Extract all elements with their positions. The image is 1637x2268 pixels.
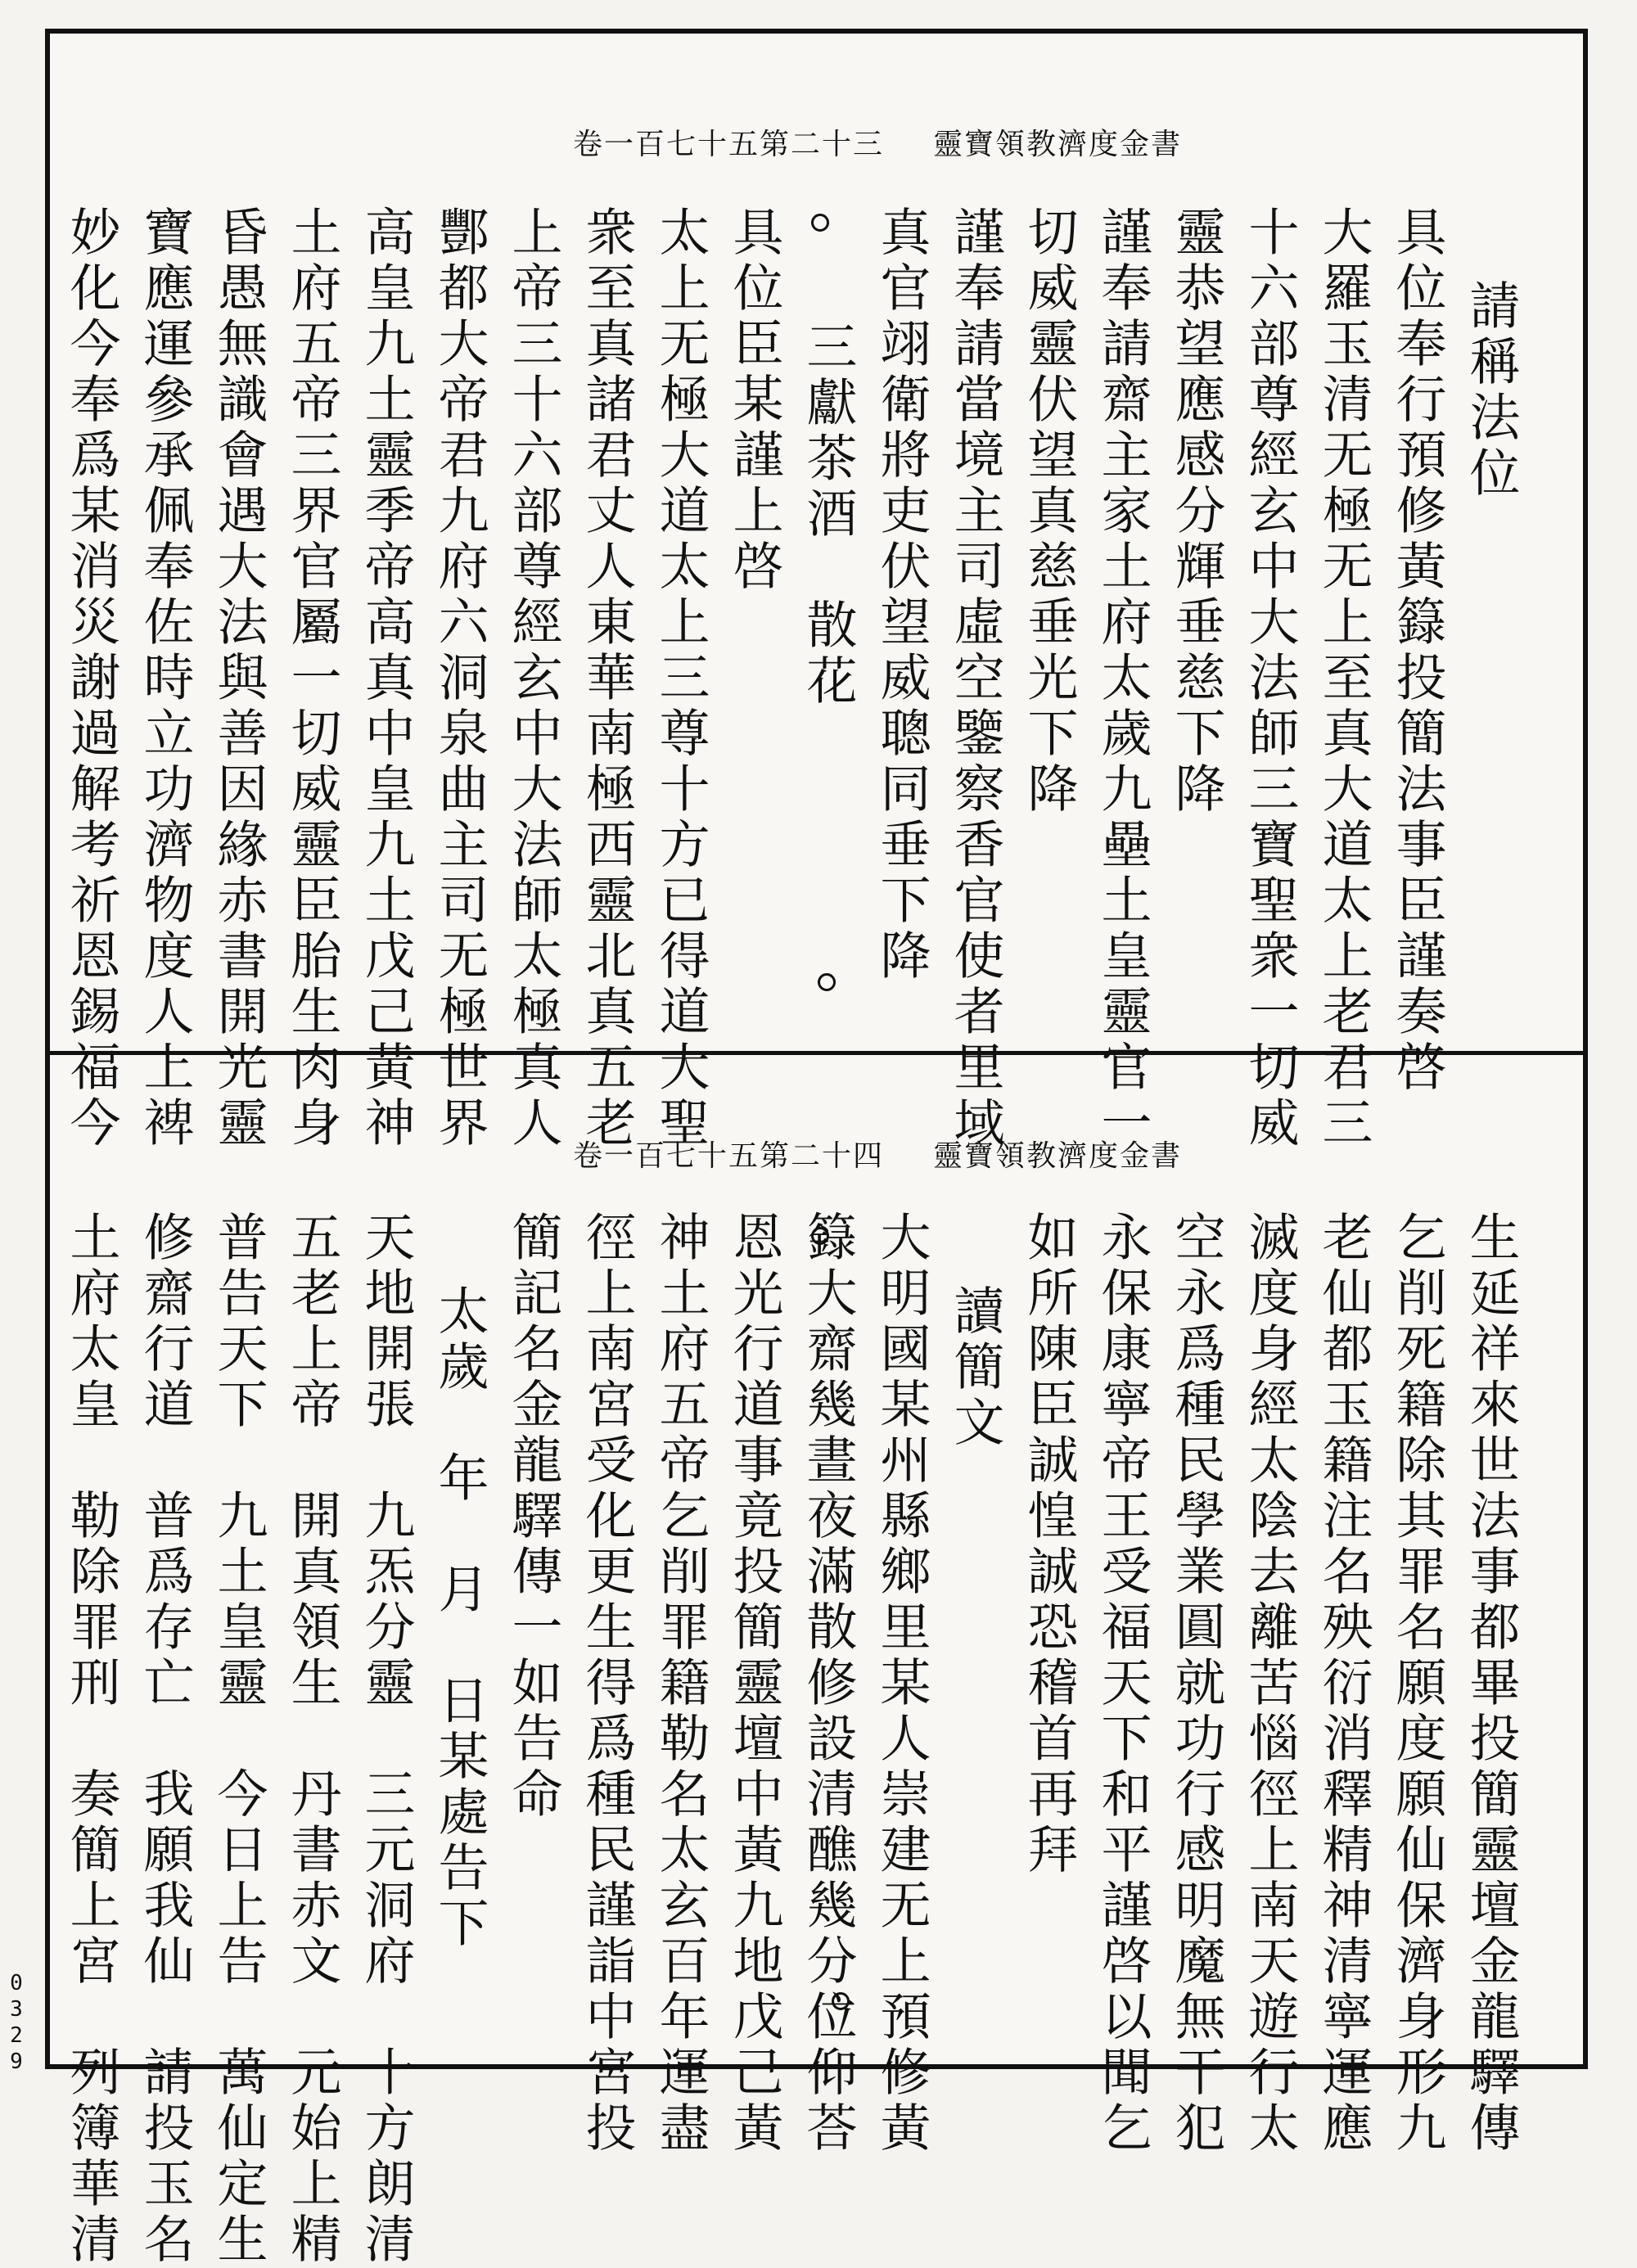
text-column: 讀簡文 <box>945 1284 1005 1451</box>
circle-mark <box>832 1992 850 2010</box>
text-column: 太歲 年 月 日某處告下 <box>430 1284 489 1952</box>
text-column: 五老上帝 開真領生 丹書赤文 元始上精 <box>282 1211 342 2268</box>
text-column: 普告天下 九土皇靈 今日上告 萬仙定生 <box>209 1211 268 2268</box>
text-column: 大明國某州縣鄉里某人崇建无上預修黃 <box>872 1211 931 2157</box>
upper-page-panel <box>50 34 1583 1152</box>
text-column: 如所陳臣誠惶誠恐稽首再拜 <box>1019 1211 1079 1878</box>
text-column: 具位臣某謹上啓 <box>724 205 784 595</box>
text-column: 謹奉請當境主司虛空鑒察香官使者里域 <box>945 205 1005 1152</box>
text-column: 籙大齋幾晝夜滿散修設清醮幾分位仰荅 <box>798 1211 858 2157</box>
text-column: 寶應運參承佩奉佐時立功濟物度人上裨 <box>135 205 195 1152</box>
upper-header-volume: 卷一百七十五第二十三 <box>572 127 884 161</box>
text-column: 切威靈伏望真慈垂光下降 <box>1019 205 1079 818</box>
text-column: 十六部尊經玄中大法師三寶聖衆一切威 <box>1240 205 1300 1152</box>
text-column: 具位奉行預修黃籙投簡法事臣謹奏啓 <box>1387 205 1447 1096</box>
circle-mark <box>818 973 836 991</box>
text-column: 靈恭望應感分輝垂慈下降 <box>1166 205 1226 818</box>
text-column: 簡記名金龍驛傳一如告命 <box>503 1211 563 1823</box>
text-column: 空永爲種民學業圓就功行感明魔無干犯 <box>1166 1211 1226 2157</box>
text-column: 請稱法位 <box>1461 279 1521 502</box>
text-column: 昏愚無識會遇大法與善因緣赤書開光靈 <box>209 205 268 1152</box>
text-column: 土府太皇 勒除罪刑 奏簡上宮 列簿華清 <box>61 1211 121 2268</box>
text-column: 生延祥來世法事都畢投簡靈壇金龍驛傳 <box>1461 1211 1521 2157</box>
text-column: 土府五帝三界官屬一切威靈臣胎生肉身 <box>282 205 342 1152</box>
text-column: 乞削死籍除其罪名願度願仙保濟身形九 <box>1387 1211 1447 2157</box>
circle-mark <box>811 214 829 232</box>
text-column: 滅度身經太陰去離苦惱徑上南天遊行太 <box>1240 1211 1300 2157</box>
lower-header-volume: 卷一百七十五第二十四 <box>572 1139 884 1173</box>
lower-running-header <box>572 1137 1182 1173</box>
text-column: 酆都大帝君九府六洞泉曲主司无極世界 <box>430 205 489 1152</box>
text-column: 天地開張 九炁分靈 三元洞府 十方朗清 <box>356 1211 416 2268</box>
lower-page-panel <box>50 1055 1583 2268</box>
text-column: 修齋行道 普爲存亡 我願我仙 請投玉名 <box>135 1211 195 2268</box>
text-column: 太上无極大道太上三尊十方已得道大聖 <box>651 205 710 1152</box>
text-column: 妙化今奉爲某消災謝過解考祈恩錫福今 <box>61 205 121 1152</box>
text-column: 神土府五帝乞削罪籍勒名太玄百年運盡 <box>651 1211 710 2157</box>
text-column: 永保康寧帝王受福天下和平謹啓以聞乞 <box>1093 1211 1152 2157</box>
page-number: 0329 <box>4 1971 29 2076</box>
text-column: 三獻茶酒 散花 <box>798 320 858 710</box>
text-column: 上帝三十六部尊經玄中大法師太極真人 <box>503 205 563 1152</box>
text-column: 恩光行道事竟投簡靈壇中黃九地戊己黃 <box>724 1211 784 2157</box>
upper-running-header <box>572 125 1182 161</box>
lower-header-title: 靈寶領教濟度金書 <box>932 1139 1182 1173</box>
text-column: 真官翊衛將吏伏望威聰同垂下降 <box>872 205 931 985</box>
text-column: 謹奉請齋主家土府太歲九壘土皇靈官一 <box>1093 205 1152 1152</box>
text-column: 老仙都玉籍注名殃衍消釋精神清寧運應 <box>1314 1211 1373 2157</box>
text-column: 徑上南宮受化更生得爲種民謹詣中宮投 <box>577 1211 637 2157</box>
text-column: 大羅玉清无極无上至真大道太上老君三 <box>1314 205 1373 1152</box>
circle-mark <box>811 1227 829 1245</box>
text-column: 高皇九土靈季帝高真中皇九土戊己黃神 <box>356 205 416 1152</box>
lower-text-columns <box>52 1211 1526 2268</box>
upper-header-title: 靈寶領教濟度金書 <box>932 127 1182 161</box>
upper-text-columns <box>52 205 1526 1152</box>
text-column: 衆至真諸君丈人東華南極西靈北真五老 <box>577 205 637 1152</box>
scanned-page <box>45 29 1588 2268</box>
